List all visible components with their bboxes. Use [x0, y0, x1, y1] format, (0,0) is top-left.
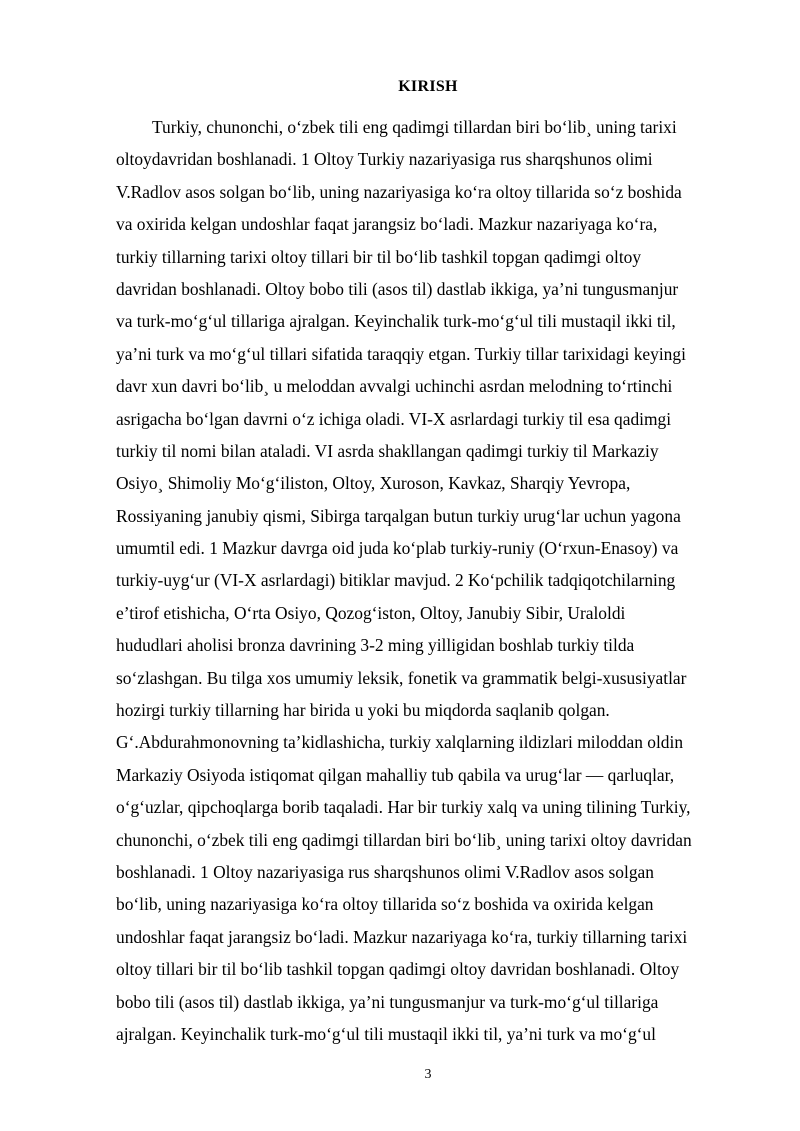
text-line: oltoydavridan boshlanadi. 1 Oltoy Turkiy nazariyasiga rus sharqshunos olimi [116, 149, 653, 170]
text-line: va oxirida kelgan undoshlar faqat jarangsiz bo‘ladi. Mazkur nazariyaga ko‘ra, [116, 214, 658, 235]
text-line: oltoy tillari bir til bo‘lib tashkil topgan qadimgi oltoy davridan boshlanadi. Oltoy [116, 959, 680, 980]
text-line: e’tirof etishicha, O‘rta Osiyo, Qozog‘iston, Oltoy, Janubiy Sibir, Uraloldi [116, 602, 626, 623]
text-line: turkiy til nomi bilan ataladi. VI asrda shakllangan qadimgi turkiy til Markaziy [116, 440, 659, 461]
text-line: Osiyo¸ Shimoliy Mo‘g‘iliston, Oltoy, Xuroson, Kavkaz, Sharqiy Yevropa, [116, 473, 631, 494]
text-line: turkiy-uyg‘ur (VI-X asrlardagi) bitiklar mavjud. 2 Ko‘pchilik tadqiqotchilarning [116, 570, 676, 591]
text-line: asrigacha bo‘lgan davrni o‘z ichiga oladi. VI-X asrlardagi turkiy til esa qadimgi [116, 408, 672, 429]
body-paragraph [116, 111, 742, 1050]
text-line: umumtil edi. 1 Mazkur davrga oid juda ko‘plab turkiy-runiy (O‘rxun-Enasoy) va [116, 538, 679, 559]
text-line: ya’ni turk va mo‘g‘ul tillari sifatida taraqqiy etgan. Turkiy tillar tarixidagi keyingi [116, 343, 686, 364]
text-line: bo‘lib, uning nazariyasiga ko‘ra oltoy tillarida so‘z boshida va oxirida kelgan [116, 894, 654, 915]
text-line: chunonchi, o‘zbek tili eng qadimgi tillardan biri bo‘lib¸ uning tarixi oltoy davridan [116, 829, 692, 850]
text-line: Markaziy Osiyoda istiqomat qilgan mahalliy tub qabila va urug‘lar — qarluqlar, [116, 764, 675, 785]
text-line: hozirgi turkiy tillarning har birida u yoki bu miqdorda saqlanib qolgan. [116, 700, 610, 721]
text-line: o‘g‘uzlar, qipchoqlarga borib taqaladi. Har bir turkiy xalq va uning tilining Turkiy, [116, 797, 691, 818]
text-line: G‘.Abdurahmonovning ta’kidlashicha, turkiy xalqlarning ildizlari miloddan oldin [116, 732, 684, 753]
text-line: bobo tili (asos til) dastlab ikkiga, ya’ni tungusmanjur va turk-mo‘g‘ul tillariga [116, 991, 659, 1012]
text-line: V.Radlov asos solgan bo‘lib, uning nazariyasiga ko‘ra oltoy tillarida so‘z boshida [116, 181, 682, 202]
page-title: KIRISH [398, 78, 458, 95]
text-line: boshlanadi. 1 Oltoy nazariyasiga rus sharqshunos olimi V.Radlov asos solgan [116, 861, 654, 882]
text-line: hududlari aholisi bronza davrining 3-2 ming yilligidan boshlab turkiy tilda [116, 635, 635, 656]
text-line: Turkiy, chunonchi, o‘zbek tili eng qadimgi tillardan biri bo‘lib¸ uning tarixi [152, 117, 677, 137]
text-line: va turk-mo‘g‘ul tillariga ajralgan. Keyinchalik turk-mo‘g‘ul tili mustaqil ikki til, [116, 311, 676, 332]
text-line: davr xun davri bo‘lib¸ u meloddan avvalgi uchinchi asrdan melodning to‘rtinchi [116, 376, 673, 397]
text-line: undoshlar faqat jarangsiz bo‘ladi. Mazkur nazariyaga ko‘ra, turkiy tillarning tarixi [116, 926, 688, 947]
text-line: so‘zlashgan. Bu tilga xos umumiy leksik, fonetik va grammatik belgi-xususiyatlar [116, 667, 687, 688]
text-line: Rossiyaning janubiy qismi, Sibirga tarqalgan butun turkiy urug‘lar uchun yagona [116, 505, 681, 526]
text-line: davridan boshlanadi. Oltoy bobo tili (asos til) dastlab ikkiga, ya’ni tungusmanjur [116, 278, 679, 299]
text-line: turkiy tillarning tarixi oltoy tillari bir til bo‘lib tashkil topgan qadimgi oltoy [116, 246, 642, 267]
page-number: 3 [424, 1067, 432, 1082]
text-line: ajralgan. Keyinchalik turk-mo‘g‘ul tili mustaqil ikki til, ya’ni turk va mo‘g‘ul [116, 1023, 656, 1044]
